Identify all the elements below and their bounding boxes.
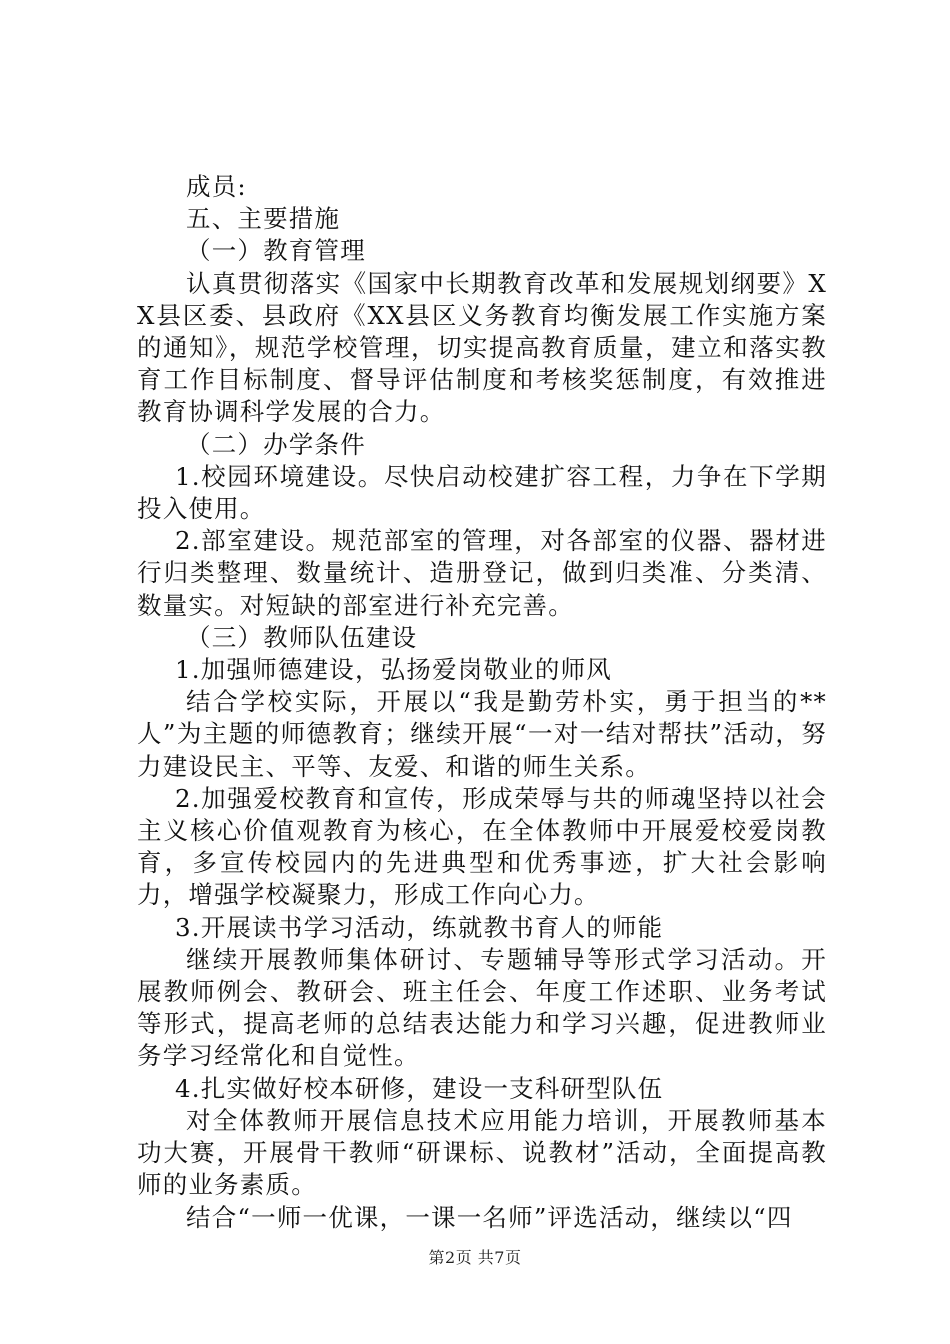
- paragraph-school-love-education: 2.加强爱校教育和宣传，形成荣辱与共的师魂坚持以社会主义核心价值观教育为核心，在全体教师中开展爱校爱岗教育，多宣传校园内的先进典型和优秀事迹，扩大社会影响力，增强学校凝聚力，形成工作向心力。: [137, 783, 827, 910]
- paragraph-teacher-ethics: 结合学校实际，开展以“我是勤劳朴实，勇于担当的**人”为主题的师德教育；继续开展“一对一结对帮扶”活动，努力建设民主、平等、友爱、和谐的师生关系。: [137, 687, 827, 781]
- paragraph-it-training: 对全体教师开展信息技术应用能力培训，开展教师基本功大赛，开展骨干教师“研课标、说教材”活动，全面提高教师的业务素质。: [137, 1105, 827, 1200]
- page-number-footer: 第2页 共7页: [428, 1248, 522, 1267]
- section-heading-main-measures: 五、主要措施: [186, 204, 341, 234]
- paragraph-teacher-ethics-heading: 1.加强师德建设，弘扬爱岗敬业的师风: [175, 655, 612, 685]
- paragraph-campus-environment: 1.校园环境建设。尽快启动校建扩容工程，力争在下学期投入使用。: [137, 461, 827, 524]
- paragraph-members: 成员:: [186, 172, 247, 201]
- paragraph-school-research-heading: 4.扎实做好校本研修，建设一支科研型队伍: [175, 1073, 664, 1103]
- paragraph-education-management: 认真贯彻落实《国家中长期教育改革和发展规划纲要》XX县区委、县政府《XX县区义务教育均衡发展工作实施方案的通知》，规范学校管理，切实提高教育质量，建立和落实教育工作目标制度、督导评估制度和考核奖惩制度，有效推进教育协调科学发展的合力。: [137, 268, 827, 427]
- subsection-heading-teacher-team: （三）教师队伍建设: [186, 622, 418, 652]
- paragraph-reading-activity-heading: 3.开展读书学习活动，练就教书育人的师能: [175, 912, 664, 942]
- document-body: [137, 171, 827, 1234]
- subsection-heading-school-conditions: （二）办学条件: [186, 429, 366, 459]
- subsection-heading-education-management: （一）教育管理: [186, 236, 366, 266]
- paragraph-reading-activity: 继续开展教师集体研讨、专题辅导等形式学习活动。开展教师例会、教研会、班主任会、年度工作述职、业务考试等形式，提高老师的总结表达能力和学习兴趣，促进教师业务学习经常化和自觉性。: [137, 944, 827, 1071]
- paragraph-excellent-lesson: 结合“一师一优课，一课一名师”评选活动，继续以“四: [186, 1202, 793, 1232]
- paragraph-department-construction: 2.部室建设。规范部室的管理，对各部室的仪器、器材进行归类整理、数量统计、造册登记，做到归类准、分类清、数量实。对短缺的部室进行补充完善。: [137, 526, 827, 620]
